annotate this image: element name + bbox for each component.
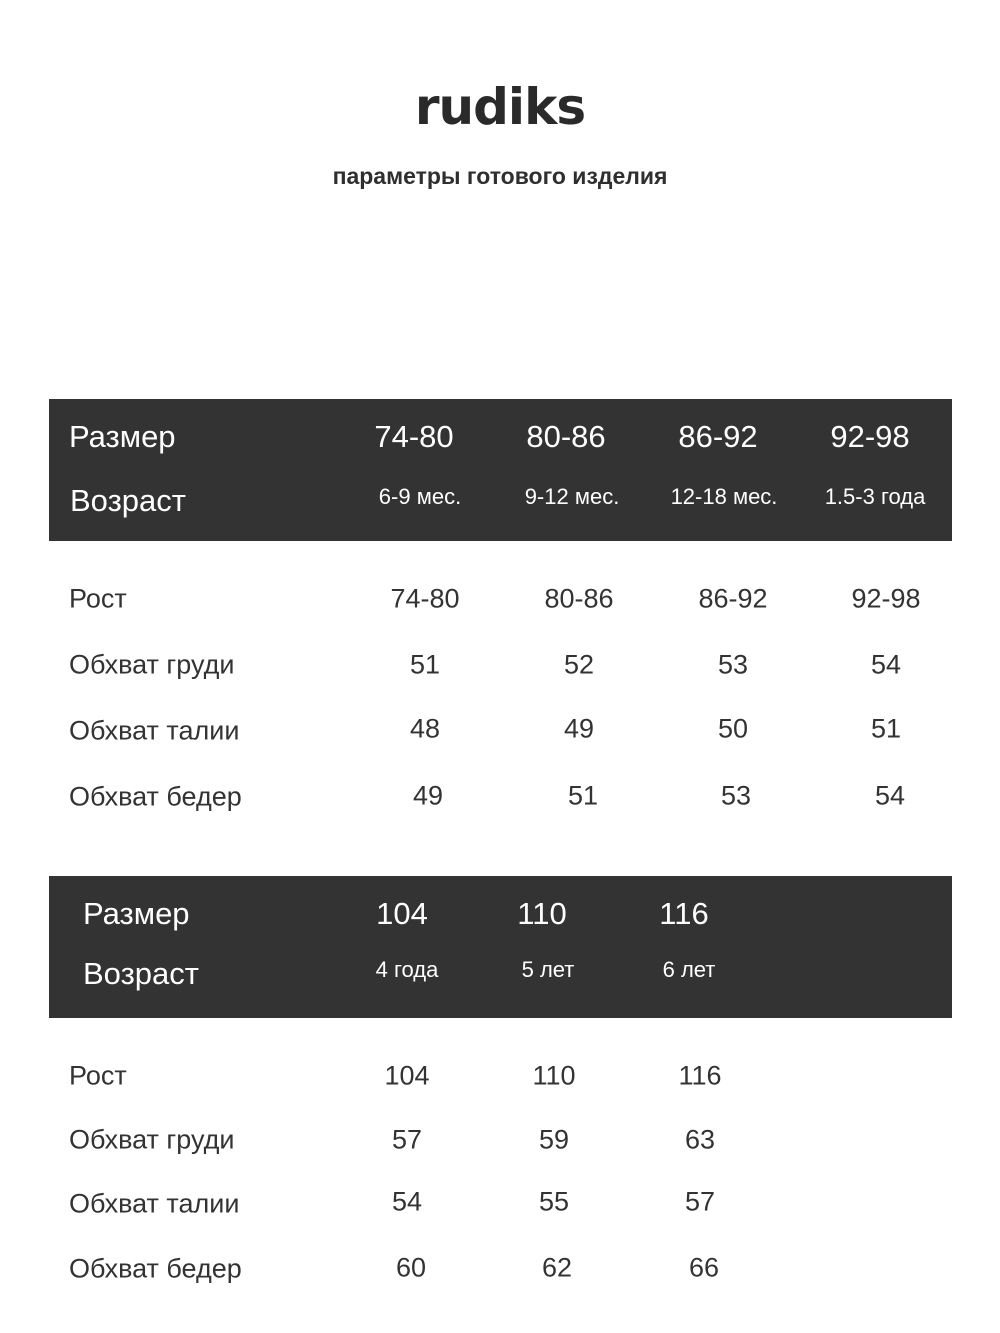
table-cell: 74-80 xyxy=(390,583,460,614)
table-cell: 59 xyxy=(538,1124,570,1155)
table-cell: 53 xyxy=(717,649,749,680)
table-cell: 62 xyxy=(541,1252,573,1283)
row-label-hips: Обхват бедер xyxy=(69,1253,242,1284)
size-header-cell: 80-86 xyxy=(526,419,606,454)
table-cell: 63 xyxy=(684,1124,716,1155)
table-cell: 57 xyxy=(684,1186,716,1217)
table-cell: 53 xyxy=(720,780,752,811)
size-header-cell: 104 xyxy=(376,896,428,931)
table-cell: 80-86 xyxy=(544,583,614,614)
table-cell: 54 xyxy=(870,649,902,680)
brand-logo: rudiks xyxy=(414,78,586,136)
row-label-height: Рост xyxy=(69,583,127,614)
row-label-hips: Обхват бедер xyxy=(69,781,242,812)
table-cell: 57 xyxy=(391,1124,423,1155)
table-cell: 51 xyxy=(567,780,599,811)
table-cell: 51 xyxy=(409,649,441,680)
row-label-chest: Обхват груди xyxy=(69,1124,235,1155)
table-cell: 52 xyxy=(563,649,595,680)
size-header-label: Размер xyxy=(69,419,176,454)
size-table-1-header xyxy=(49,399,952,541)
table-cell: 51 xyxy=(870,713,902,744)
size-table-2-header xyxy=(49,876,952,1018)
age-header-cell: 5 лет xyxy=(521,957,575,982)
table-cell: 54 xyxy=(874,780,906,811)
page-subtitle: параметры готового изделия xyxy=(332,163,668,189)
table-cell: 86-92 xyxy=(698,583,768,614)
row-label-height: Рост xyxy=(69,1060,127,1091)
size-header-cell: 92-98 xyxy=(830,419,910,454)
table-cell: 104 xyxy=(384,1060,430,1091)
row-label-waist: Обхват талии xyxy=(69,1188,240,1219)
row-label-waist: Обхват талии xyxy=(69,715,240,746)
age-header-label: Возраст xyxy=(83,956,199,991)
size-header-cell: 110 xyxy=(517,896,567,931)
table-cell: 92-98 xyxy=(851,583,921,614)
age-header-cell: 6 лет xyxy=(662,957,716,982)
size-header-label: Размер xyxy=(83,896,190,931)
table-cell: 54 xyxy=(391,1186,423,1217)
row-label-chest: Обхват груди xyxy=(69,649,235,680)
age-header-cell: 1.5-3 года xyxy=(824,484,926,509)
table-cell: 49 xyxy=(563,713,595,744)
table-cell: 116 xyxy=(678,1060,722,1091)
table-cell: 48 xyxy=(409,713,441,744)
size-header-cell: 74-80 xyxy=(374,419,454,454)
table-cell: 49 xyxy=(412,780,444,811)
size-header-cell: 86-92 xyxy=(678,419,758,454)
table-cell: 50 xyxy=(717,713,749,744)
age-header-cell: 9-12 мес. xyxy=(524,484,620,509)
age-header-label: Возраст xyxy=(70,483,186,518)
table-cell: 66 xyxy=(688,1252,720,1283)
age-header-cell: 6-9 мес. xyxy=(378,484,462,509)
table-cell: 110 xyxy=(532,1060,576,1091)
table-cell: 55 xyxy=(538,1186,570,1217)
size-header-cell: 116 xyxy=(659,896,709,931)
table-cell: 60 xyxy=(395,1252,427,1283)
age-header-cell: 12-18 мес. xyxy=(670,484,778,509)
age-header-cell: 4 года xyxy=(375,957,439,982)
